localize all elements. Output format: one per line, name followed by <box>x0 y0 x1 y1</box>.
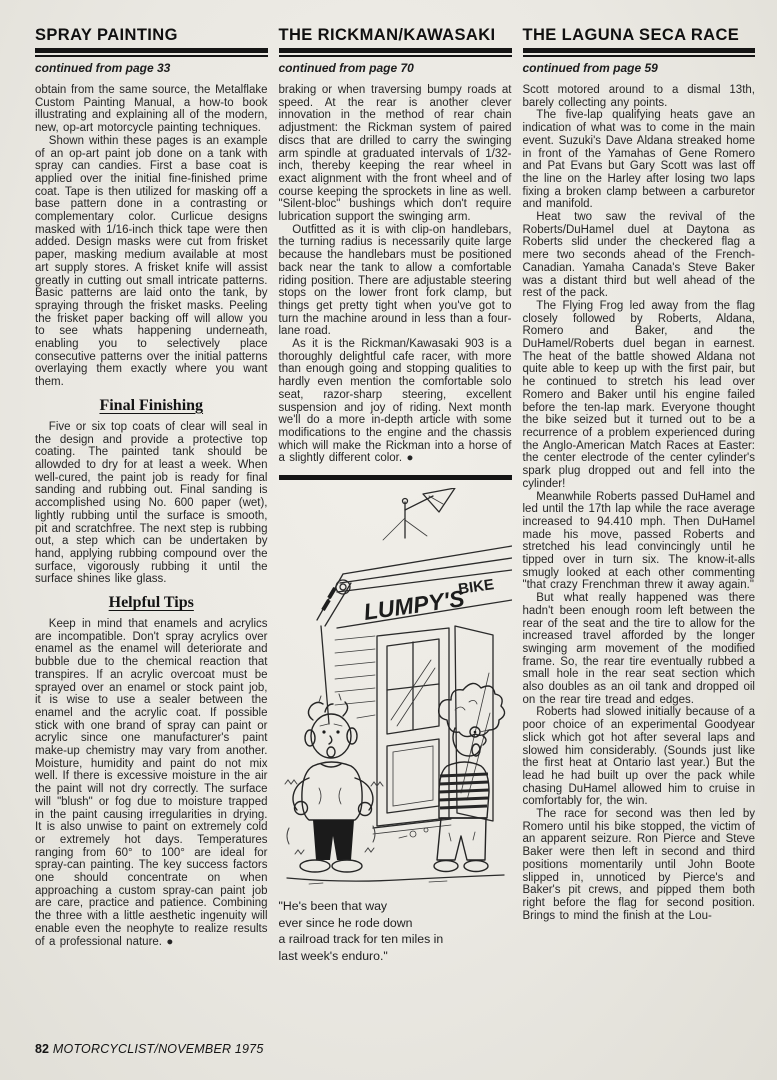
title-rule-thin <box>35 55 268 57</box>
caption-line: a railroad track for ten miles in <box>278 932 444 947</box>
title-rule-thick <box>523 48 756 53</box>
cartoon-illustration <box>279 488 512 888</box>
paragraph: Scott motored around to a dismal 13th, barely collecting any points. <box>522 84 755 109</box>
continued-from-note: continued from page 70 <box>278 61 414 75</box>
caption-line: last week's enduro." <box>278 948 388 963</box>
title-rule-thick <box>35 48 268 53</box>
shaking-man-figure <box>285 694 383 872</box>
article-title-rickman-kawasaki: THE RICKMAN/KAWASAKI <box>278 26 496 44</box>
column-spray-painting <box>35 26 268 964</box>
subhead-final-finishing: Final Finishing <box>99 396 204 414</box>
title-rule-thick <box>279 48 512 53</box>
magazine-name: MOTORCYCLIST/NOVEMBER 1975 <box>52 1042 264 1056</box>
continued-from-note: continued from page 33 <box>35 61 171 75</box>
paragraph: Keep in mind that enamels and acrylics are incompatible. Don't spray acrylics over enamel as the enamel will deteriorate and bubble due to the chemical reaction that transpires. If an acrylic overcoat must be sprayed over an enamel or stock paint job, it is wise to use a sealer between the enamel and the acrylic coat. If possible stick with one brand of spray can paint or acrylic since one manufacturer's paint make-up chemistry may vary from another. Moisture, humidity and paint do not mix well. If there is excessive moisture in the air the paint will not dry correctly. The surface will "blush" or fog due to moisture trapped in the paint causing irregularities in drying. It is also unwise to paint on extremely cold or extremely hot days. Temperatures ranging from 60° to 100° are ideal for spray-can painting. The key success factors one should concentrate on when approaching a custom spray-can paint job are care, practice and patience. Combining the three with a little aesthetic ingenuity will enable even the neophyte to realize results of a professional nature. ● <box>35 618 268 948</box>
paragraph: But what really happened was there hadn't been enough room left between the rear of the seat and the tire to allow for the increased travel afforded by the longer swinging arm movement of the modified frame. So, the rear tire eventually rubbed a small hole in the rear seat section which also doubles as an oil tank and dropped oil on the rear tire tread and edges. <box>522 592 755 706</box>
article-title-spray-painting: SPRAY PAINTING <box>35 26 178 44</box>
cartoon-caption <box>279 898 512 964</box>
page-number: 82 <box>35 1042 49 1056</box>
column-laguna-seca-race <box>523 26 756 964</box>
ground-line <box>287 875 504 881</box>
paragraph: Five or six top coats of clear will seal in the design and provide a protective top coating. The painted tank should be allowded to dry for at least a week. When well-cured, the paint job is ready for final sanding and rubbing out. Final sanding is accomplished using No. 600 paper (wet), lightly rubbing until the surface is smooth, pit and scratchfree. The next step is rubbing out, a step which can be undertaken by hand, applying rubbing compound over the surface, vigorously rubbing it until the surface shines like glass. <box>35 420 268 586</box>
page-footer <box>35 1042 263 1056</box>
paragraph: Outfitted as it is with clip-on handlebars, the turning radius is necessarily quite large because the handlebars must be positioned back near the tank to allow a comfortable riding position. There are adjustable steering stops on the lower front fork clamp, but things get pretty tight when you've got to turn the machine around in less than a four-lane road. <box>278 223 512 338</box>
paragraph: The five-lap qualifying heats gave an indication of what was to come in the main event. Suzuki's Dave Aldana streaked home in front of the Yamahas of Gene Romero and Pat Evans but Gary Scott was last off the line on the Harley after losing two laps fixing a broken clamp between a carburetor and manifold. <box>522 109 755 211</box>
paragraph: obtain from the same source, the Metalflake Custom Painting Manual, a how-to book illustrating and explaining all of the modern, new, op-art motorcycle painting techniques. <box>35 84 268 135</box>
title-rule-thin <box>279 55 512 57</box>
paragraph: Meanwhile Roberts passed DuHamel and led until the 17th lap while the race average increased to 94.410 mph. Then DuHamel made his move, passed Roberts and stretched his lead convincingly until he tipped over in turn six. The know-it-alls smugly looked at each other commenting "that crazy Frenchman threw it away again." <box>522 490 755 592</box>
paragraph: As it is the Rickman/Kawasaki 903 is a thoroughly delightful cafe racer, with more than enough going and stopping qualities to hardly even mention the comfortable solo seat, razor-sharp steering, excellent suspension and joy of riding. Next month we'll do a more in-depth article with some modifications to the engine and the chassis which will make the Rickman into a horse of a slightly different color. ● <box>278 338 512 465</box>
title-rule-thin <box>523 55 756 57</box>
cartoon-illustration-container <box>279 488 512 888</box>
shop-sign-text-secondary: BIKE <box>456 576 495 599</box>
caption-line: "He's been that way <box>278 899 388 914</box>
shop-sign-text: LUMPY'S <box>361 585 466 626</box>
continued-from-note: continued from page 59 <box>522 61 658 75</box>
paragraph: Roberts had slowed initially because of a poor choice of an experimental Goodyear slick which got hot after several laps and slowed him considerably. (Sounds just like the first heat at Ontario last year.) But the lead he had built up over the pack while chasing DuHamel allowed him to cruise in comfortably for, the win. <box>522 706 755 808</box>
three-column-layout <box>35 26 755 964</box>
leaning-man-figure <box>434 684 505 872</box>
paragraph: braking or when traversing bumpy roads at speed. At the rear is another clever innovation in the method of rear chain adjustment: the Rickman system of paired discs that are drilled to carry the swinging arm spindle at graduated intervals of 1/32-inch, thereby keeping the rear wheel in exact alignment with the front wheel and of course keeping the sprockets in line as well. "Silent-bloc" bushings which don't require lubrication support the swinging arm. <box>278 84 512 224</box>
paragraph: Shown within these pages is an example of an op-art paint job done on a tank with spray can candies. First a base coat is applied over the initial fine-finished prime coat. Tape is then utilized for masking off a base pattern done in a contrasting or complementary color. Curlicue designs masked with 1/16-inch thick tape were then added. Design masks were cut from frisket paper, masking medium available at most art supply stores. A frisket knife will assist greatly in cutting out small intricate patterns. Basic patterns are laid onto the tank, by spraying through the frisket masks. Peeling the frisket paper backing off will allow you to see whats happening underneath, enabling you to selectively place consecutive patterns over the initial patterns overlaying them exactly where you want them. <box>35 134 268 389</box>
subhead-helpful-tips: Helpful Tips <box>108 594 194 612</box>
article-title-laguna-seca: THE LAGUNA SECA RACE <box>522 26 740 44</box>
caption-line: ever since he rode down <box>278 915 413 930</box>
paragraph: The race for second was then led by Romero until his bike stopped, the victim of an apparent seizure. Ron Pierce and Steve Baker were then left in second and third positions momentarily until John Boote slipped in, unnoticed by Pierce's and Baker's pit crews, and pipped them both right before the flag for second position. Brings to mind the finish at the Lou- <box>522 808 755 922</box>
column-rickman-kawasaki <box>279 26 512 964</box>
paragraph: Heat two saw the revival of the Roberts/DuHamel duel at Daytona as Roberts slid under the checkered flag a mere two seconds ahead of the French-Canadian. Yamaha Canada's Steve Baker was a distant third but well ahead of the rest of the pack. <box>522 211 755 300</box>
paragraph: The Flying Frog led away from the flag closely followed by Roberts, Aldana, Romero and Baker, and the DuHamel/Roberts duel began in earnest. The heat of the battle showed Aldana not quite able to keep up with the first pair, but he continued to stretch his lead over Romero and Baker until his engine failed before the ten-lap mark. Everyone thought the bike seized but it turned out to be a recurrence of a problem experienced during the Anglo-American Match Races at Easter: the center electrode of the center cylinder's spark plug dropped out and fell into the cylinder! <box>522 299 755 490</box>
article-end-rule <box>279 475 512 480</box>
weather-vane-funnel <box>423 488 455 512</box>
